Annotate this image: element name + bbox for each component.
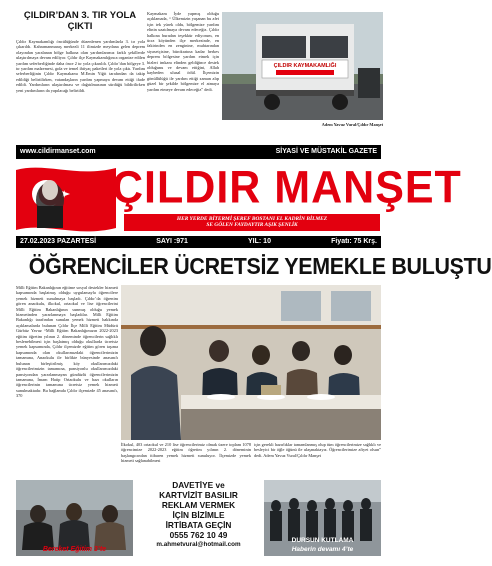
slogan-line-2: SE GÖLEN FAYDAYTIR AŞIK ŞENLİK xyxy=(206,222,298,228)
ad-line-4: İÇİN BİZİMLE xyxy=(172,510,225,520)
ad-phone[interactable]: 0555 762 10 49 xyxy=(169,530,228,540)
main-article-column-1: Milli Eğitim Bakanlığının eğitime sosyal destekler hizmeti kapsamında başlatmış olduğu uygulamayla öğrencilere yemek hizmeti sunulmaya başladı. Çıldır’da öğrenim gören anaokulu, ilkokul, ortaokul ve lise öğrencilerini Milli Eğitim Bakanlığının sunmuş olduğu yemek hizmetinden yararlanmaya başladılar. Milli Eğitim Bakanlığı tarafından sunulan yemek hizmeti hakkında açıklamalarda bulunan Çıldır İlçe Milli Eğitim Müdürü Gürbüz Yavuz “Milli Eğitim Bakanlığımızın 2022-2023 eğitim öğretim yılının 2. döneminde öğrencilerin sağlıklı beslenebilmesi için başlatmış olduğu okullarda ücretsiz yemek kapsamında, Çıldır ilçemizde eğitim gören taşıma kapsamında olan okullarımızdaki öğrencilerimizin tamamına, Anaokulu ile birlikte bünyesinde anasınıfı bulunan birleştirilmiş köy okullarımızdaki öğrencilerimizin tamamına, pansiyonlu okullarımızdaki pansiyondan yararlanmayan gündüzlü öğrencilerimizin tamamına, İmam Hatip Ortaokulu ve bazı okulların öğrencilerinin tamamına ücretsiz yemek hizmeti sunulmaktadır. Bu bağlamda Çıldır ilçemizde 45 anasınıfı, 370 xyxy=(16,285,118,399)
issue-year: YIL: 10 xyxy=(248,238,271,245)
truck-illustration xyxy=(222,12,383,120)
website-url[interactable]: www.cildirmanset.com xyxy=(20,148,96,155)
flag-portrait-emblem xyxy=(16,162,124,234)
ad-line-1: DAVETİYE ve xyxy=(172,480,225,490)
people-illustration xyxy=(16,480,133,556)
ad-left-photo xyxy=(16,480,133,556)
ad-right-caption-title: DURSUN KUTLAMA xyxy=(291,537,354,544)
masthead-slogan xyxy=(124,214,380,231)
ad-center-contact xyxy=(137,480,260,556)
main-article-column-2: İlkokul, 403 ortaokul ve 210 lise öğrencilerimiz olmak üzere toplam 1078 öğrencimize 2022-2023 eğitim öğretim yılının 2. döneminin başlangıcından itibaren yemek hizmeti sunuluyor. İlçemizde yemek hizmeti sağlanabilmesi xyxy=(121,442,251,464)
newspaper-logo: ÇILDIR MANŞET xyxy=(112,162,462,214)
main-article-column-3: için gerekli hazırlıklar tamamlanmış olup tüm öğrencilerimize sağlıklı ve besleyici bir öğle öğünü ile ulaşmaktayız. Öğrencilerimize afiyet olsun” dedi. Adem Yavuz Vural/Çıldır Manşet xyxy=(254,442,381,458)
website-bar xyxy=(16,145,381,159)
issue-date: 27.02.2023 PAZARTESİ xyxy=(20,238,97,245)
main-headline: ÖĞRENCİLER ÜCRETSİZ YEMEKLE BULUŞTU xyxy=(28,253,492,279)
slogan-line-1: HER YERDE BİTERMİ ŞEREF BOSTANI EL KADRİN BİLMEZ xyxy=(176,216,328,222)
ad-right-caption-link[interactable]: Haberin devamı 4’te xyxy=(291,546,354,553)
ad-left-caption[interactable]: Bereket Eğitim 3’te xyxy=(42,546,107,553)
issue-number: SAYI :971 xyxy=(156,238,188,245)
ad-right-photo xyxy=(264,480,381,556)
ad-line-3: REKLAM VERMEK xyxy=(161,500,236,510)
newspaper-tagline: SİYASİ VE MÜSTAKİL GAZETE xyxy=(275,148,377,155)
byline-text: Adem Yavuz Vural/Çıldır Manşet xyxy=(321,122,383,127)
top-article-column-1: Çıldır Kaymakamlığı öncülüğünde düzenlenen yardımlarla 3. tır yola çıkarıldı. Kahramanmaraş merkezli 11 ilimizde meydana gelen deprem olayından yaralanan bölge halkına olan yardımlarımız farklı şekillerde ulaştırılmaya devam ediliyor. Çıldır ilçe Kaymakamlığınca organize edilen yardım seferberliğinde daha önce 2 tır yola çıkarıldı. Çıldır’dan bölgeye 3. tır yardım malzemesi, gıda ve temel ihtiyaç paketleri ile yola çıktı. Yardım seferberliğinin Çıldır Kaymakamı M.Emin Yiğit tarafından da takip edildiği belirtilirken, vatandaşların yardım yapmaya devam ettiği ifade edildi. Yardımların ulaştırılması ve dağıtılmasının sürdüğü bildirilirken yeni yardımların da yapılacağı belirtildi. xyxy=(16,39,145,93)
crowd-illustration xyxy=(264,480,381,556)
students-lunch-photo xyxy=(121,285,381,440)
ad-line-5: İRTİBATA GEÇİN xyxy=(165,520,232,530)
ad-line-2: KARTVİZİT BASILIR xyxy=(159,490,238,500)
masthead xyxy=(16,160,462,235)
truck-sign: ÇILDIR KAYMAKAMLIĞI xyxy=(273,63,337,69)
issue-info-bar xyxy=(16,236,381,248)
top-article-column-2: Kaymakam İyde yapmış olduğu açıklamada, “ Ülkemizin yaşanan bu afet için tek yürek oldu, bölgemize yardım elinin uzatılmaya devam edeceğiz. Çıldır halkına buradan teşekkür ediyorum, en ücra köyünden ilçe merkezinde, en fakirinden en zenginine, muhtarından siyasetçisine, bürokratına kadar herkes deprem bölgesine yardım etmek için bizleri imkanı elinden geldiğince destek olduğunu ve devam ettiğini, Allah kaybeden ulusal ödül. İlçemizin gönüllülüğü ile yardım ettiği zaman alıp güzel bir şekilde bölgemize el atmaya yardım etmeye devam edeceğiz” dedi. xyxy=(147,11,219,92)
issue-price: Fiyatı: 75 Krş. xyxy=(331,238,377,245)
lunch-illustration xyxy=(121,285,381,440)
top-article-byline xyxy=(222,122,383,135)
truck-photo xyxy=(222,12,383,120)
ad-email[interactable]: m.ahmetvural@hotmail.com xyxy=(156,541,241,548)
top-article-title: ÇILDIR’DAN 3. TIR YOLA ÇIKTI xyxy=(23,10,137,32)
